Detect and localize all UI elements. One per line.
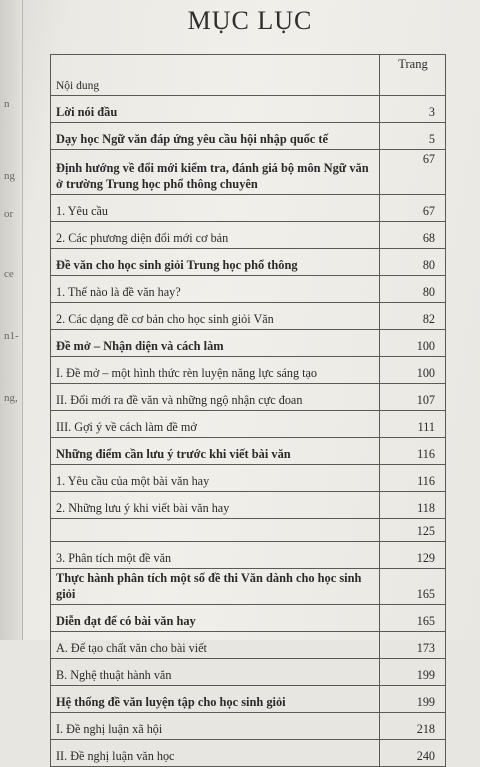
entry-page: 5 xyxy=(380,123,446,150)
entry-page: 68 xyxy=(380,222,446,249)
table-row[interactable] xyxy=(51,123,446,150)
entry-page: 199 xyxy=(380,659,446,686)
entry-page: 129 xyxy=(380,542,446,569)
entry-title: I. Đề mở – một hình thức rèn luyện năng lực sáng tạo xyxy=(51,357,380,384)
margin-word: ce xyxy=(4,268,14,280)
entry-title: I. Đề nghị luận xã hội xyxy=(51,713,380,740)
entry-page: 67 xyxy=(380,195,446,222)
entry-title: Thực hành phân tích một số đề thi Văn dành cho học sinh giỏi xyxy=(51,569,380,605)
table-row[interactable] xyxy=(51,740,446,767)
entry-page: 100 xyxy=(380,357,446,384)
table-row[interactable] xyxy=(51,384,446,411)
table-row[interactable] xyxy=(51,542,446,569)
table-row[interactable] xyxy=(51,150,446,195)
entry-page: 199 xyxy=(380,686,446,713)
entry-title xyxy=(51,519,380,542)
entry-page: 165 xyxy=(380,605,446,632)
entry-title: A. Để tạo chất văn cho bài viết xyxy=(51,632,380,659)
table-header-row xyxy=(51,55,446,96)
entry-title: Diễn đạt để có bài văn hay xyxy=(51,605,380,632)
entry-page: 100 xyxy=(380,330,446,357)
entry-page: 116 xyxy=(380,438,446,465)
table-row[interactable] xyxy=(51,330,446,357)
previous-page-edge xyxy=(0,0,23,640)
table-row[interactable] xyxy=(51,492,446,519)
table-row[interactable] xyxy=(51,276,446,303)
entry-title: 2. Những lưu ý khi viết bài văn hay xyxy=(51,492,380,519)
entry-page: 118 xyxy=(380,492,446,519)
table-row[interactable] xyxy=(51,222,446,249)
table-row[interactable] xyxy=(51,195,446,222)
entry-title: B. Nghệ thuật hành văn xyxy=(51,659,380,686)
table-row[interactable] xyxy=(51,659,446,686)
table-row[interactable] xyxy=(51,519,446,542)
margin-word: n1- xyxy=(4,330,19,342)
table-row[interactable] xyxy=(51,605,446,632)
entry-page: 107 xyxy=(380,384,446,411)
entry-title: III. Gợi ý về cách làm đề mở xyxy=(51,411,380,438)
table-row[interactable] xyxy=(51,357,446,384)
entry-title: 2. Các phương diện đổi mới cơ bản xyxy=(51,222,380,249)
entry-title: II. Đổi mới ra đề văn và những ngộ nhận cực đoan xyxy=(51,384,380,411)
table-row[interactable] xyxy=(51,465,446,492)
table-row[interactable] xyxy=(51,686,446,713)
table-row[interactable] xyxy=(51,438,446,465)
table-row[interactable] xyxy=(51,303,446,330)
margin-word: ng, xyxy=(4,392,18,404)
entry-title: II. Đề nghị luận văn học xyxy=(51,740,380,767)
table-row[interactable] xyxy=(51,411,446,438)
entry-page: 80 xyxy=(380,249,446,276)
table-row[interactable] xyxy=(51,713,446,740)
entry-title: Định hướng về đổi mới kiểm tra, đánh giá bộ môn Ngữ văn ở trường Trung học phổ thông chuyên xyxy=(51,150,380,195)
table-of-contents xyxy=(50,54,446,767)
entry-title: 3. Phân tích một đề văn xyxy=(51,542,380,569)
entry-title: Lời nói đầu xyxy=(51,96,380,123)
entry-title: 2. Các dạng đề cơ bản cho học sinh giỏi Văn xyxy=(51,303,380,330)
entry-title: Dạy học Ngữ văn đáp ứng yêu cầu hội nhập quốc tế xyxy=(51,123,380,150)
margin-word: ng xyxy=(4,170,15,182)
entry-page: 82 xyxy=(380,303,446,330)
entry-title: Đề mở – Nhận diện và cách làm xyxy=(51,330,380,357)
entry-page: 240 xyxy=(380,740,446,767)
entry-page: 116 xyxy=(380,465,446,492)
entry-page: 67 xyxy=(380,150,446,195)
table-row[interactable] xyxy=(51,96,446,123)
entry-page: 218 xyxy=(380,713,446,740)
entry-title: 1. Yêu cầu của một bài văn hay xyxy=(51,465,380,492)
content-column-header: Nội dung xyxy=(51,55,380,96)
entry-title: 1. Yêu cầu xyxy=(51,195,380,222)
entry-page: 125 xyxy=(380,519,446,542)
page-column-header: Trang xyxy=(380,55,446,96)
entry-page: 165 xyxy=(380,569,446,605)
entry-title: Đề văn cho học sinh giỏi Trung học phổ thông xyxy=(51,249,380,276)
page-title: MỤC LỤC xyxy=(187,6,313,35)
table-row[interactable] xyxy=(51,632,446,659)
margin-word: n xyxy=(4,98,10,110)
entry-title: Hệ thống đề văn luyện tập cho học sinh giỏi xyxy=(51,686,380,713)
entry-page: 173 xyxy=(380,632,446,659)
margin-word: or xyxy=(4,208,14,220)
table-row[interactable] xyxy=(51,569,446,605)
entry-page: 111 xyxy=(380,411,446,438)
entry-title: 1. Thế nào là đề văn hay? xyxy=(51,276,380,303)
entry-page: 80 xyxy=(380,276,446,303)
table-row[interactable] xyxy=(51,249,446,276)
entry-page: 3 xyxy=(380,96,446,123)
entry-title: Những điểm cần lưu ý trước khi viết bài văn xyxy=(51,438,380,465)
